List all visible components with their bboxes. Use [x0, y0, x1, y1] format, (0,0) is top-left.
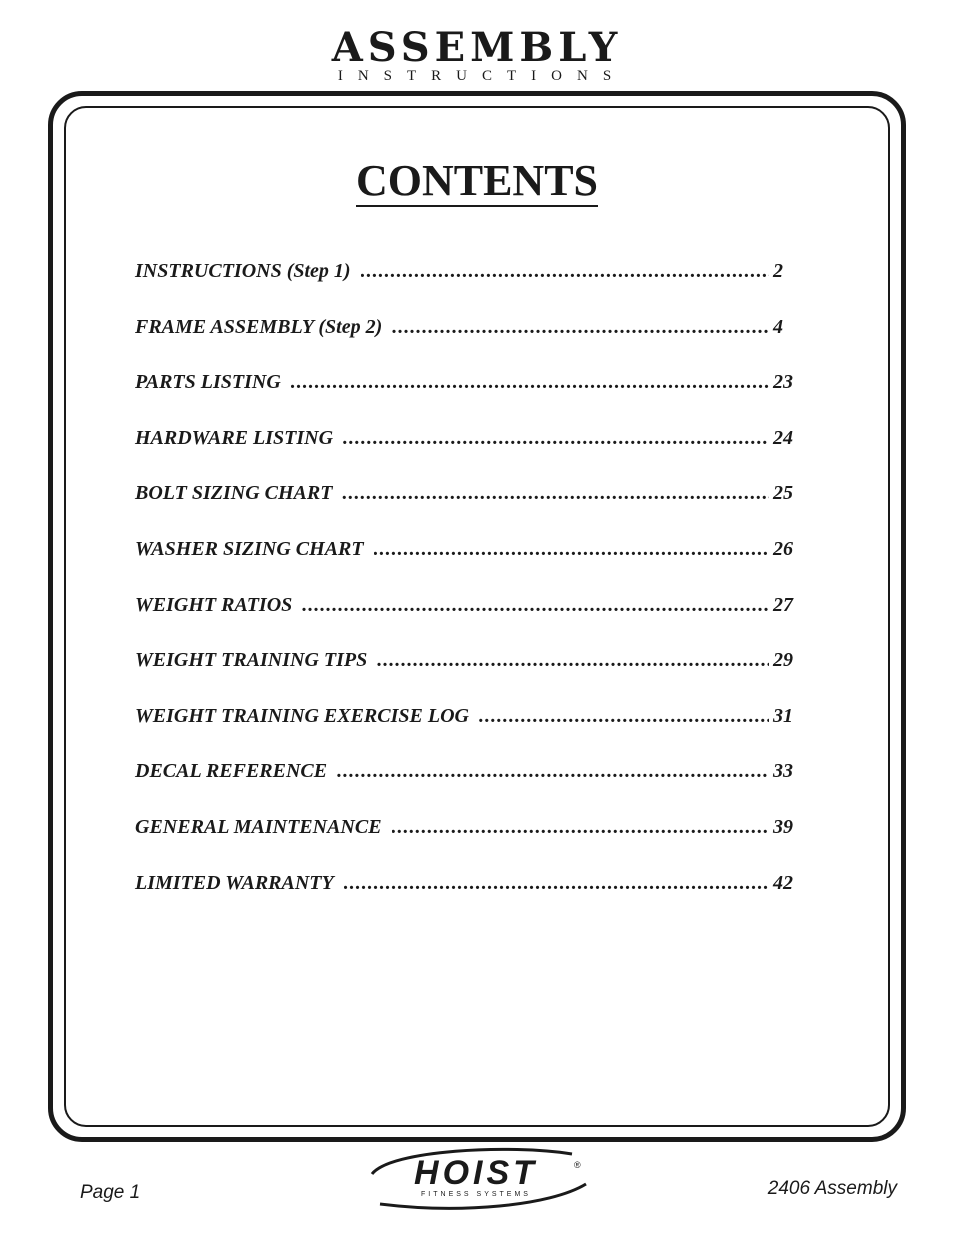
toc-leader-dots	[479, 702, 769, 730]
toc-leader-dots	[374, 535, 769, 563]
toc-entry-title: WEIGHT RATIOS	[135, 593, 293, 616]
toc-leader-dots	[361, 257, 769, 285]
toc-entry[interactable]	[135, 257, 797, 313]
toc-entry[interactable]	[135, 702, 797, 758]
toc-leader-dots	[291, 368, 769, 396]
toc-entry-title: WEIGHT TRAINING EXERCISE LOG	[135, 704, 469, 727]
logo-registered-mark: ®	[574, 1160, 581, 1170]
contents-heading	[0, 156, 954, 206]
toc-leader-dots	[392, 813, 769, 841]
toc-entry-title: INSTRUCTIONS (Step 1)	[135, 260, 351, 282]
toc-entry-page: 26	[773, 537, 793, 560]
logo-tagline: FITNESS SYSTEMS	[421, 1191, 531, 1198]
toc-entry-page: 33	[773, 760, 793, 783]
document-subtitle: INSTRUCTIONS	[337, 68, 627, 84]
toc-entry[interactable]	[135, 368, 797, 424]
toc-leader-dots	[342, 479, 769, 507]
toc-entry-page: 4	[773, 315, 783, 338]
logo-wordmark: HOIST	[414, 1154, 538, 1192]
toc-entry-title: GENERAL MAINTENANCE	[135, 815, 382, 838]
toc-entry[interactable]	[135, 535, 797, 591]
toc-entry-page: 24	[773, 426, 793, 449]
toc-entry-page: 23	[773, 371, 793, 394]
toc-entry[interactable]	[135, 869, 797, 925]
toc-entry-title: BOLT SIZING CHART	[135, 482, 333, 505]
contents-heading-text: CONTENTS	[355, 156, 599, 205]
toc-entry[interactable]	[135, 646, 797, 702]
toc-entry-title: FRAME ASSEMBLY (Step 2)	[135, 315, 383, 338]
toc-entry-page: 2	[773, 260, 783, 282]
toc-entry-title: LIMITED WARRANTY	[135, 871, 334, 894]
toc-leader-dots	[337, 757, 769, 785]
document-id: 2406 Assembly	[767, 1178, 897, 1199]
page-number: Page 1	[80, 1182, 141, 1203]
toc-entry-title: WASHER SIZING CHART	[135, 537, 364, 560]
toc-entry-title: HARDWARE LISTING	[135, 426, 334, 449]
toc-entry-page: 42	[773, 871, 793, 894]
table-of-contents	[135, 257, 797, 924]
hoist-logo	[360, 1146, 592, 1212]
toc-entry-page: 29	[773, 649, 793, 672]
toc-entry-page: 31	[773, 704, 793, 727]
toc-entry-page: 27	[773, 593, 793, 616]
toc-entry[interactable]	[135, 813, 797, 869]
toc-entry[interactable]	[135, 757, 797, 813]
toc-entry[interactable]	[135, 479, 797, 535]
toc-leader-dots	[344, 869, 769, 897]
toc-entry-title: PARTS LISTING	[135, 371, 281, 394]
toc-entry[interactable]	[135, 313, 797, 369]
toc-leader-dots	[392, 313, 769, 341]
toc-leader-dots	[343, 424, 769, 452]
toc-leader-dots	[302, 591, 769, 619]
toc-entry[interactable]	[135, 591, 797, 647]
toc-leader-dots	[377, 646, 769, 674]
toc-entry-title: DECAL REFERENCE	[135, 760, 328, 783]
toc-entry-page: 25	[773, 482, 793, 505]
toc-entry-page: 39	[773, 815, 793, 838]
toc-entry-title: WEIGHT TRAINING TIPS	[135, 649, 368, 672]
toc-entry[interactable]	[135, 424, 797, 480]
document-title: ASSEMBLY	[331, 24, 623, 71]
